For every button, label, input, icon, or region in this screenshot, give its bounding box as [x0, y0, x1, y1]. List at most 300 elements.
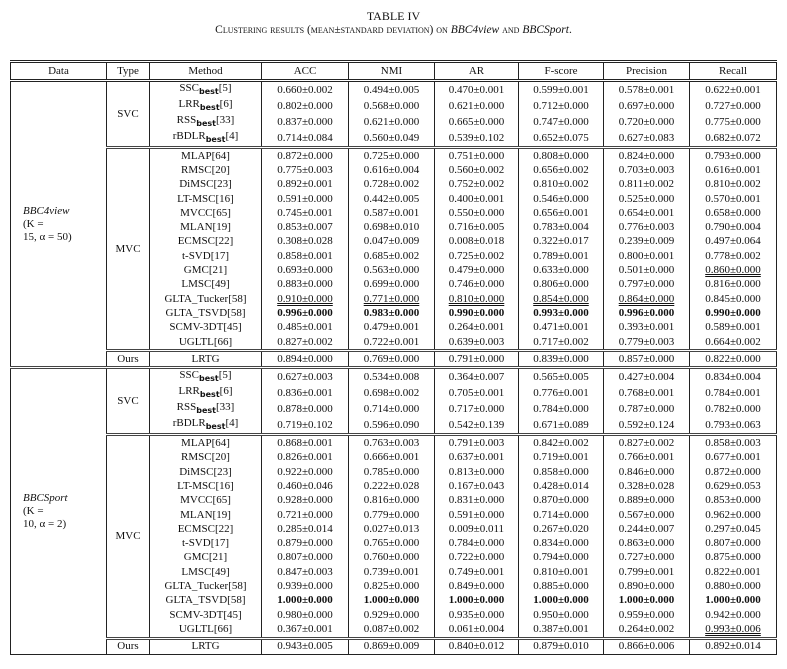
metric-value-acc: 0.802±0.000 — [262, 98, 349, 114]
metric-value-nmi: 0.087±0.002 — [349, 622, 435, 638]
metric-value-recall: 0.682±0.072 — [690, 130, 777, 148]
metric-value-nmi: 0.869±0.009 — [349, 638, 435, 654]
method-cell — [150, 148, 262, 164]
method-name: t-SVD — [181, 249, 211, 262]
metric-value-acc: 0.719±0.102 — [262, 417, 349, 435]
metric-value-nmi: 0.760±0.000 — [349, 551, 435, 565]
results-table — [10, 60, 777, 655]
method-name: LT-MSC — [177, 479, 216, 492]
metric-value-acc: 0.996±0.000 — [262, 306, 349, 320]
metric-value-recall: 0.782±0.000 — [690, 401, 777, 417]
metric-value-ar: 0.167±0.043 — [435, 479, 519, 493]
method-name: LMSC — [181, 278, 212, 291]
method-cell — [150, 494, 262, 508]
method-reference: [58] — [227, 594, 246, 607]
method-reference: [58] — [227, 306, 246, 319]
method-reference: [16] — [215, 192, 234, 205]
metric-value-ar: 0.621±0.000 — [435, 98, 519, 114]
metric-value-fscore: 0.712±0.000 — [519, 98, 604, 114]
metric-value-fscore: 0.717±0.002 — [519, 335, 604, 351]
metric-value-fscore: 0.719±0.001 — [519, 451, 604, 465]
metric-value-precision: 0.578±0.001 — [604, 81, 690, 99]
method-reference: [16] — [215, 479, 234, 492]
metric-value-ar: 0.665±0.000 — [435, 114, 519, 130]
metric-value-precision: 0.799±0.001 — [604, 565, 690, 579]
method-name: LRR — [178, 98, 200, 110]
metric-value-fscore: 0.854±0.000 — [519, 292, 604, 306]
dataset-cell — [11, 81, 107, 368]
metric-value-nmi: 0.494±0.005 — [349, 81, 435, 99]
metric-value-acc: 0.836±0.001 — [262, 385, 349, 401]
method-cell — [150, 114, 262, 130]
metric-value-acc: 0.714±0.084 — [262, 130, 349, 148]
method-reference: [64] — [211, 149, 230, 162]
method-reference: [21] — [208, 551, 228, 564]
metric-value-precision: 0.866±0.006 — [604, 638, 690, 654]
metric-value-acc: 0.721±0.000 — [262, 508, 349, 522]
method-reference: [66] — [213, 622, 233, 635]
metric-value-fscore: 0.267±0.020 — [519, 522, 604, 536]
method-reference: [6] — [219, 98, 233, 110]
metric-value-ar: 0.791±0.003 — [435, 435, 519, 451]
metric-value-recall: 0.616±0.001 — [690, 163, 777, 177]
type-cell: SVC — [107, 81, 150, 148]
metric-value-fscore: 0.879±0.010 — [519, 638, 604, 654]
metric-value-precision: 0.824±0.000 — [604, 148, 690, 164]
metric-value-nmi: 0.666±0.001 — [349, 451, 435, 465]
metric-value-nmi: 0.983±0.000 — [349, 306, 435, 320]
metric-value-ar: 0.751±0.000 — [435, 148, 519, 164]
metric-value-ar: 0.400±0.001 — [435, 192, 519, 206]
metric-value-fscore: 0.387±0.001 — [519, 622, 604, 638]
metric-value-ar: 0.749±0.001 — [435, 565, 519, 579]
metric-value-ar: 0.639±0.003 — [435, 335, 519, 351]
metric-value-fscore: 0.993±0.000 — [519, 306, 604, 320]
method-cell — [150, 537, 262, 551]
metric-value-ar: 0.752±0.002 — [435, 178, 519, 192]
metric-value-precision: 1.000±0.000 — [604, 594, 690, 608]
metric-value-recall: 0.629±0.053 — [690, 479, 777, 493]
metric-value-precision: 0.727±0.000 — [604, 551, 690, 565]
metric-value-acc: 0.980±0.000 — [262, 608, 349, 622]
metric-value-acc: 0.807±0.000 — [262, 551, 349, 565]
method-cell — [150, 292, 262, 306]
metric-value-acc: 0.660±0.002 — [262, 81, 349, 99]
metric-value-ar: 1.000±0.000 — [435, 594, 519, 608]
metric-value-fscore: 0.839±0.000 — [519, 351, 604, 368]
metric-value-acc: 0.910±0.000 — [262, 292, 349, 306]
metric-value-recall: 0.816±0.000 — [690, 278, 777, 292]
metric-value-acc: 0.879±0.000 — [262, 537, 349, 551]
method-name: MVCC — [180, 494, 213, 507]
metric-value-nmi: 0.222±0.028 — [349, 479, 435, 493]
method-cell — [150, 263, 262, 277]
method-reference: [33] — [216, 114, 235, 126]
column-header-type: Type — [107, 62, 150, 81]
method-cell — [150, 235, 262, 249]
metric-value-fscore: 0.810±0.001 — [519, 565, 604, 579]
method-cell — [150, 638, 262, 654]
method-cell — [150, 335, 262, 351]
method-cell — [150, 608, 262, 622]
metric-value-acc: 0.939±0.000 — [262, 579, 349, 593]
method-name: t-SVD — [181, 537, 211, 550]
metric-value-recall: 0.990±0.000 — [690, 306, 777, 320]
metric-value-ar: 0.009±0.011 — [435, 522, 519, 536]
metric-value-acc: 0.827±0.002 — [262, 335, 349, 351]
metric-value-ar: 0.705±0.001 — [435, 385, 519, 401]
method-name: LRTG — [191, 640, 220, 653]
metric-value-precision: 0.627±0.083 — [604, 130, 690, 148]
metric-value-ar: 0.364±0.007 — [435, 368, 519, 386]
metric-value-recall: 0.834±0.004 — [690, 368, 777, 386]
metric-value-ar: 0.725±0.002 — [435, 249, 519, 263]
method-name: MLAP — [181, 149, 212, 162]
metric-value-recall: 0.880±0.000 — [690, 579, 777, 593]
metric-value-recall: 0.793±0.063 — [690, 417, 777, 435]
metric-value-recall: 0.775±0.000 — [690, 114, 777, 130]
metric-value-precision: 0.776±0.003 — [604, 220, 690, 234]
metric-value-fscore: 0.714±0.000 — [519, 508, 604, 522]
method-subscript: best — [196, 406, 216, 416]
table-row — [11, 351, 777, 368]
method-reference: [58] — [228, 580, 247, 593]
metric-value-recall: 0.858±0.003 — [690, 435, 777, 451]
metric-value-fscore: 0.776±0.001 — [519, 385, 604, 401]
metric-value-acc: 0.775±0.003 — [262, 163, 349, 177]
metric-value-ar: 0.840±0.012 — [435, 638, 519, 654]
method-name: GMC — [183, 551, 209, 564]
metric-value-nmi: 0.739±0.001 — [349, 565, 435, 579]
column-header-precision: Precision — [604, 62, 690, 81]
metric-value-acc: 0.285±0.014 — [262, 522, 349, 536]
metric-value-precision: 0.239±0.009 — [604, 235, 690, 249]
method-reference: [65] — [212, 206, 231, 219]
method-cell — [150, 522, 262, 536]
method-cell — [150, 368, 262, 386]
metric-value-precision: 0.567±0.000 — [604, 508, 690, 522]
metric-value-precision: 0.787±0.000 — [604, 401, 690, 417]
table-row — [11, 81, 777, 99]
column-header-nmi: NMI — [349, 62, 435, 81]
method-reference: [33] — [216, 401, 235, 414]
metric-value-recall: 0.822±0.001 — [690, 565, 777, 579]
type-cell: SVC — [107, 368, 150, 435]
metric-value-fscore: 0.652±0.075 — [519, 130, 604, 148]
method-cell — [150, 130, 262, 148]
metric-value-precision: 0.328±0.028 — [604, 479, 690, 493]
method-name: SSC — [179, 369, 199, 382]
metric-value-recall: 0.589±0.001 — [690, 321, 777, 335]
dataset-cell — [11, 368, 107, 654]
metric-value-nmi: 0.699±0.000 — [349, 278, 435, 292]
metric-value-acc: 0.460±0.046 — [262, 479, 349, 493]
metric-value-fscore: 0.870±0.000 — [519, 494, 604, 508]
metric-value-precision: 0.827±0.002 — [604, 435, 690, 451]
metric-value-ar: 0.831±0.000 — [435, 494, 519, 508]
method-reference: [19] — [212, 508, 231, 521]
method-name: RSS — [176, 114, 197, 126]
table-caption — [0, 24, 787, 36]
method-name: UGLTL — [178, 335, 214, 348]
metric-value-fscore: 0.885±0.000 — [519, 579, 604, 593]
metric-value-fscore: 0.599±0.001 — [519, 81, 604, 99]
metric-value-fscore: 0.789±0.001 — [519, 249, 604, 263]
method-cell — [150, 551, 262, 565]
metric-value-nmi: 0.479±0.001 — [349, 321, 435, 335]
type-cell: MVC — [107, 148, 150, 351]
metric-value-precision: 0.592±0.124 — [604, 417, 690, 435]
method-name: GLTA_Tucker — [164, 580, 229, 593]
column-header-data: Data — [11, 62, 107, 81]
metric-value-nmi: 0.728±0.002 — [349, 178, 435, 192]
table-number: TABLE IV — [366, 9, 421, 23]
metric-value-fscore: 0.783±0.004 — [519, 220, 604, 234]
metric-value-recall: 0.570±0.001 — [690, 192, 777, 206]
method-name: LMSC — [181, 565, 212, 578]
metric-value-acc: 0.826±0.001 — [262, 451, 349, 465]
metric-value-precision: 0.889±0.000 — [604, 494, 690, 508]
metric-value-ar: 0.849±0.000 — [435, 579, 519, 593]
dataset-param-values: 10, α = 2) — [23, 518, 67, 531]
metric-value-nmi: 0.616±0.004 — [349, 163, 435, 177]
metric-value-acc: 0.928±0.000 — [262, 494, 349, 508]
column-header-method: Method — [150, 62, 262, 81]
metric-value-nmi: 1.000±0.000 — [349, 594, 435, 608]
dataset-param-values: 15, α = 50) — [23, 230, 72, 243]
metric-value-nmi: 0.587±0.001 — [349, 206, 435, 220]
table-row — [11, 638, 777, 654]
metric-value-precision: 0.244±0.007 — [604, 522, 690, 536]
metric-value-precision: 0.800±0.001 — [604, 249, 690, 263]
method-name: GLTA_Tucker — [164, 292, 229, 305]
metric-value-acc: 0.892±0.001 — [262, 178, 349, 192]
method-reference: [58] — [228, 292, 247, 305]
metric-value-acc: 0.943±0.005 — [262, 638, 349, 654]
table-row — [11, 148, 777, 164]
metric-value-recall: 0.892±0.014 — [690, 638, 777, 654]
header-row — [11, 62, 777, 81]
metric-value-fscore: 0.471±0.001 — [519, 321, 604, 335]
metric-value-recall: 0.622±0.001 — [690, 81, 777, 99]
metric-value-fscore: 0.656±0.001 — [519, 206, 604, 220]
metric-value-precision: 0.996±0.000 — [604, 306, 690, 320]
metric-value-precision: 0.811±0.002 — [604, 178, 690, 192]
metric-value-ar: 0.542±0.139 — [435, 417, 519, 435]
metric-value-acc: 0.485±0.001 — [262, 321, 349, 335]
metric-value-ar: 0.746±0.000 — [435, 278, 519, 292]
metric-value-fscore: 0.810±0.002 — [519, 178, 604, 192]
method-cell — [150, 417, 262, 435]
method-name: MLAN — [180, 508, 213, 521]
metric-value-recall: 0.784±0.001 — [690, 385, 777, 401]
metric-value-recall: 0.664±0.002 — [690, 335, 777, 351]
metric-value-recall: 0.297±0.045 — [690, 522, 777, 536]
metric-value-ar: 0.591±0.000 — [435, 508, 519, 522]
method-name: rBDLR — [172, 130, 206, 142]
method-cell — [150, 622, 262, 638]
metric-value-precision: 0.846±0.000 — [604, 465, 690, 479]
metric-value-precision: 0.697±0.000 — [604, 98, 690, 114]
method-cell — [150, 192, 262, 206]
method-reference: [4] — [225, 130, 239, 142]
metric-value-ar: 0.008±0.018 — [435, 235, 519, 249]
metric-value-precision: 0.703±0.003 — [604, 163, 690, 177]
metric-value-nmi: 0.596±0.090 — [349, 417, 435, 435]
method-reference: [5] — [218, 369, 232, 382]
metric-value-ar: 0.479±0.000 — [435, 263, 519, 277]
method-cell — [150, 163, 262, 177]
metric-value-acc: 0.837±0.000 — [262, 114, 349, 130]
metric-value-acc: 0.868±0.001 — [262, 435, 349, 451]
metric-value-recall: 0.810±0.002 — [690, 178, 777, 192]
metric-value-precision: 0.959±0.000 — [604, 608, 690, 622]
metric-value-nmi: 0.825±0.000 — [349, 579, 435, 593]
method-name: LT-MSC — [177, 192, 216, 205]
metric-value-recall: 0.875±0.000 — [690, 551, 777, 565]
metric-value-nmi: 0.560±0.049 — [349, 130, 435, 148]
metric-value-precision: 0.890±0.000 — [604, 579, 690, 593]
caption-dataset2: BBCSport — [522, 24, 569, 36]
method-reference: [22] — [214, 522, 234, 535]
method-reference: [66] — [213, 335, 233, 348]
metric-value-fscore: 0.806±0.000 — [519, 278, 604, 292]
metric-value-nmi: 0.621±0.000 — [349, 114, 435, 130]
metric-value-precision: 0.525±0.000 — [604, 192, 690, 206]
metric-value-nmi: 0.725±0.000 — [349, 148, 435, 164]
metric-value-nmi: 0.765±0.000 — [349, 537, 435, 551]
method-reference: [45] — [223, 321, 242, 334]
method-name: DiMSC — [179, 178, 214, 191]
metric-value-recall: 0.853±0.000 — [690, 494, 777, 508]
method-reference: [22] — [214, 235, 234, 248]
method-name: ECMSC — [177, 235, 215, 248]
method-cell — [150, 249, 262, 263]
metric-value-nmi: 0.785±0.000 — [349, 465, 435, 479]
metric-value-nmi: 0.714±0.000 — [349, 401, 435, 417]
table-row — [11, 435, 777, 451]
method-subscript: best — [205, 135, 226, 144]
method-cell — [150, 351, 262, 368]
metric-value-nmi: 0.763±0.003 — [349, 435, 435, 451]
metric-value-recall: 0.497±0.064 — [690, 235, 777, 249]
metric-value-acc: 0.693±0.000 — [262, 263, 349, 277]
method-reference: [45] — [223, 608, 242, 621]
metric-value-recall: 0.807±0.000 — [690, 537, 777, 551]
metric-value-ar: 0.990±0.000 — [435, 306, 519, 320]
metric-value-acc: 1.000±0.000 — [262, 594, 349, 608]
metric-value-nmi: 0.771±0.000 — [349, 292, 435, 306]
metric-value-fscore: 0.834±0.000 — [519, 537, 604, 551]
metric-value-ar: 0.810±0.000 — [435, 292, 519, 306]
method-name: RSS — [176, 401, 197, 414]
metric-value-recall: 0.860±0.000 — [690, 263, 777, 277]
metric-value-nmi: 0.816±0.000 — [349, 494, 435, 508]
dataset-param-k: (K = — [23, 505, 44, 518]
metric-value-fscore: 1.000±0.000 — [519, 594, 604, 608]
type-cell: MVC — [107, 435, 150, 638]
metric-value-fscore: 0.747±0.000 — [519, 114, 604, 130]
method-cell — [150, 594, 262, 608]
metric-value-fscore: 0.546±0.000 — [519, 192, 604, 206]
method-cell — [150, 465, 262, 479]
metric-value-recall: 0.793±0.000 — [690, 148, 777, 164]
method-reference: [6] — [219, 385, 233, 398]
method-cell — [150, 278, 262, 292]
method-name: MVCC — [180, 206, 213, 219]
method-name: SCMV-3DT — [169, 608, 224, 621]
metric-value-ar: 0.264±0.001 — [435, 321, 519, 335]
method-subscript: best — [199, 103, 220, 112]
metric-value-nmi: 0.779±0.000 — [349, 508, 435, 522]
metric-value-nmi: 0.534±0.008 — [349, 368, 435, 386]
method-reference: [4] — [225, 417, 239, 430]
metric-value-acc: 0.591±0.000 — [262, 192, 349, 206]
method-reference: [17] — [210, 249, 230, 262]
metric-value-recall: 0.962±0.000 — [690, 508, 777, 522]
dataset-name: BBC4view — [23, 204, 70, 217]
method-reference: [23] — [213, 178, 232, 191]
method-cell — [150, 401, 262, 417]
column-header-acc: ACC — [262, 62, 349, 81]
column-header-ar: AR — [435, 62, 519, 81]
method-cell — [150, 81, 262, 99]
metric-value-ar: 0.539±0.102 — [435, 130, 519, 148]
method-reference: [49] — [211, 565, 230, 578]
metric-value-recall: 0.658±0.000 — [690, 206, 777, 220]
method-cell — [150, 435, 262, 451]
method-cell — [150, 565, 262, 579]
metric-value-precision: 0.427±0.004 — [604, 368, 690, 386]
method-reference: [19] — [212, 221, 231, 234]
metric-value-fscore: 0.808±0.000 — [519, 148, 604, 164]
method-reference: [64] — [211, 437, 230, 450]
metric-value-precision: 0.797±0.000 — [604, 278, 690, 292]
method-name: SCMV-3DT — [169, 321, 224, 334]
metric-value-ar: 0.637±0.001 — [435, 451, 519, 465]
table-row — [11, 368, 777, 386]
metric-value-recall: 0.790±0.004 — [690, 220, 777, 234]
metric-value-fscore: 0.565±0.005 — [519, 368, 604, 386]
metric-value-fscore: 0.633±0.000 — [519, 263, 604, 277]
metric-value-fscore: 0.322±0.017 — [519, 235, 604, 249]
method-name: GLTA_TSVD — [165, 306, 228, 319]
metric-value-ar: 0.791±0.000 — [435, 351, 519, 368]
method-reference: [17] — [210, 537, 230, 550]
metric-value-nmi: 0.568±0.000 — [349, 98, 435, 114]
method-subscript: best — [196, 119, 216, 128]
column-header-recall: Recall — [690, 62, 777, 81]
metric-value-precision: 0.863±0.000 — [604, 537, 690, 551]
metric-value-recall: 0.993±0.006 — [690, 622, 777, 638]
metric-value-recall: 0.778±0.002 — [690, 249, 777, 263]
method-name: LRR — [178, 385, 200, 398]
metric-value-ar: 0.716±0.005 — [435, 220, 519, 234]
metric-value-precision: 0.857±0.000 — [604, 351, 690, 368]
metric-value-fscore: 0.656±0.002 — [519, 163, 604, 177]
method-subscript: best — [199, 87, 219, 96]
caption-prefix: Clustering results (mean±standard deviation) on — [215, 24, 451, 36]
metric-value-precision: 0.768±0.001 — [604, 385, 690, 401]
method-reference: [21] — [208, 264, 228, 277]
method-name: RMSC — [181, 451, 212, 464]
metric-value-precision: 0.766±0.001 — [604, 451, 690, 465]
method-name: RMSC — [181, 163, 212, 176]
metric-value-acc: 0.858±0.001 — [262, 249, 349, 263]
metric-value-recall: 0.677±0.001 — [690, 451, 777, 465]
method-name: GMC — [183, 264, 209, 277]
metric-value-recall: 0.727±0.000 — [690, 98, 777, 114]
